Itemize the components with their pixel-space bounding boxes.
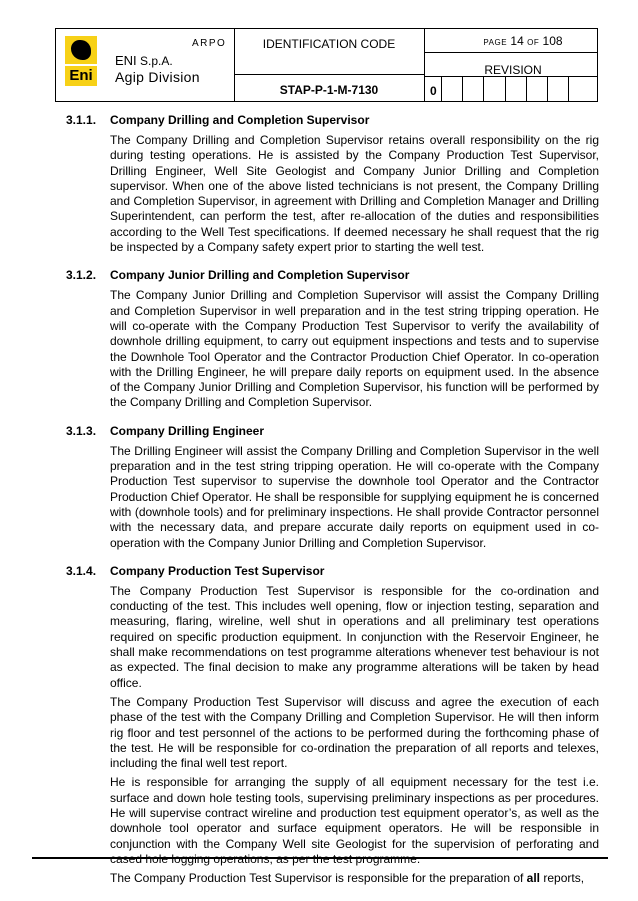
arpo-label: ARPO (192, 38, 227, 49)
section-heading (0, 113, 638, 129)
section-title: Company Drilling and Completion Supervisor (110, 113, 370, 127)
section (0, 268, 638, 410)
paragraph: He is responsible for arranging the supply of all equipment necessary for the test i.e. surface and down hole testing tools, supervising preliminary inspections as per procedures. He will supervise contract wireline and production test equipment operator’s, as well as the downhole tool operator and surface equipment operators. He will be responsible in conjunction with the Company Well site Geologist for the supervision of perforating and cased hole logging operations, as per the test programme. (110, 775, 599, 866)
section-number: 3.1.3. (66, 423, 97, 438)
section (0, 564, 638, 887)
eni-logo (65, 36, 97, 86)
document-number: STAP-P-1-M-7130 (279, 83, 379, 97)
revision-label: REVISION (484, 63, 542, 77)
header-divider (424, 29, 425, 101)
revision-value: 0 (430, 84, 437, 98)
revision-cell-divider (505, 76, 506, 101)
header-divider (424, 52, 597, 53)
division-name: Agip Division (115, 69, 200, 85)
paragraph: The Company Production Test Supervisor will discuss and agree the execution of each phase of the test with the Company Drilling and Completion Supervisor. He will then inform rig floor and test personnel of the actions to be performed during the forthcoming phase of the test. He will be responsible for co-ordination the preparation of all reports and telexes, including the final well test report. (110, 694, 599, 771)
section (0, 113, 638, 255)
document-header (55, 28, 598, 102)
section-heading (0, 268, 638, 284)
document-body (0, 113, 638, 899)
page-counter: PAGE 14 OF 108 (483, 34, 563, 48)
paragraph: The Company Production Test Supervisor is responsible for the co-ordination and conducting of the test. This includes well opening, flow or injection testing, separation and measuring, flaring, wireline, well shut in operations and all preliminary test operations required on specific production equipment. In conjunction with the Reservoir Engineer, he shall make recommendations on test programme alterations whenever test behaviour is not as expected. The final decision to make any programme alterations will be taken by head office. (110, 583, 599, 690)
section (0, 424, 638, 551)
header-divider (234, 74, 424, 75)
section-title: Company Junior Drilling and Completion Supervisor (110, 268, 410, 283)
section-number: 3.1.1. (66, 113, 97, 127)
section-number: 3.1.2. (66, 268, 97, 283)
paragraph: The Company Drilling and Completion Supervisor retains overall responsibility on the rig during testing operations. He is assisted by the Company Production Test Supervisor, Drilling Engineer, Well Site Geologist and Company Junior Drilling and Completion supervisor. When one of the above listed technicians is not present, the Company Drilling and Completion Supervisor, in agreement with Drilling and Completion Manager and Drilling Superintendent, can perform the test, after re-allocation of the duties and responsibilities according to the Well Test specifications. If deemed necessary he shall request that the rig be inspected by a Company safety expert prior to starting the well test. (110, 133, 599, 255)
revision-cell-divider (441, 76, 442, 101)
revision-cell-divider (547, 76, 548, 101)
paragraph: The Company Junior Drilling and Completion Supervisor will assist the Company Drilling and Completion Supervisor in well preparation and in the test string tripping operation. He will co-operate with the Company Production Test Supervisor to verify the availability of downhole drilling equipment, to carry out equipment inspections and tests and to supervise the Downhole Tool Operator and the Contractor Production Chief Operator. In co-operation with the Drilling Engineer, he will prepare daily reports on equipment used. In the absence of the Company Junior Drilling and Completion Supervisor, his function will be performed by the Company Drilling and Completion Supervisor. (110, 288, 599, 410)
identification-code-label: IDENTIFICATION CODE (262, 37, 396, 51)
revision-cell-divider (526, 76, 527, 101)
section-heading (0, 564, 638, 580)
revision-cell-divider (483, 76, 484, 101)
paragraph-continued: The Company Production Test Supervisor is responsible for the preparation of all reports, (110, 871, 585, 886)
company-name: ENI S.p.A. (115, 53, 173, 68)
section-title: Company Drilling Engineer (110, 423, 265, 438)
revision-cell-divider (462, 76, 463, 101)
section-number: 3.1.4. (66, 563, 97, 578)
paragraph: The Drilling Engineer will assist the Company Drilling and Completion Supervisor in the well preparation and in the test string tripping operation. He will co-operate with the Company Production Test supervisor to supervise the downhole tool Operator and the Contractor Production Chief Operator. He shall be responsible for supplying equipment he is concerned with (downhole tools) and for preliminary inspections. He shall provide Contractor personnel with the necessary data, and prepare accurate daily reports on equipment used in co-operation with the Company Junior Drilling and Completion Supervisor. (110, 443, 599, 550)
section-heading (0, 424, 638, 440)
eni-logo-text: Eni (65, 66, 97, 86)
footer-rule (32, 857, 608, 859)
section-title: Company Production Test Supervisor (110, 563, 325, 578)
emphasis: all (526, 871, 541, 886)
six-legged-dog-icon (65, 36, 97, 64)
revision-cell-divider (568, 76, 569, 101)
